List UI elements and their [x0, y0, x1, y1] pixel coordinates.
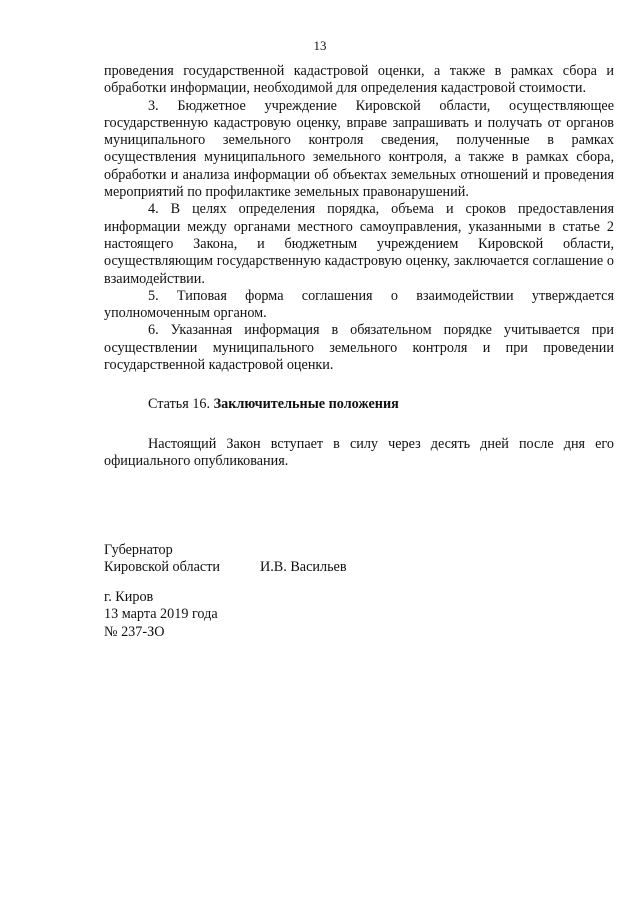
paragraph-continuation: проведения государственной кадастровой оценки, а также в рамках сбора и обработки информации, необходимой для определения кадастровой стоимости.: [104, 63, 614, 97]
signer-position: Губернатор: [104, 542, 173, 558]
signer-region: Кировской области: [104, 559, 220, 576]
place-date-block: [104, 589, 218, 641]
final-provision: Настоящий Закон вступает в силу через десять дней после дня его официального опубликования.: [104, 435, 614, 469]
paragraph-5: 5. Типовая форма соглашения о взаимодействии утверждается уполномоченным органом.: [104, 287, 614, 322]
signer-name: И.В. Васильев: [260, 559, 347, 576]
signature-block: [104, 542, 347, 577]
article-prefix: Статья 16.: [148, 396, 211, 413]
document-body: [104, 63, 614, 470]
signature-line-1: [104, 542, 220, 559]
law-date: 13 марта 2019 года: [104, 606, 218, 623]
article-heading: [104, 396, 614, 413]
law-number: № 237-ЗО: [104, 623, 165, 640]
article-title: Заключительные положения: [213, 396, 399, 413]
paragraph-4: 4. В целях определения порядка, объема и сроков предоставления информации между органами местного самоуправления, указанными в статье 2 настоящего Закона, и бюджетным учреждением Кировской области, осуществляющим государственную кадастровую оценку, заключается соглашение о взаимодействии.: [104, 201, 614, 287]
paragraph-6: 6. Указанная информация в обязательном порядке учитывается при осуществлении муниципального земельного контроля и при проведении государственной кадастровой оценки.: [104, 322, 614, 374]
signature-line-2: [104, 559, 347, 576]
city: г. Киров: [104, 589, 154, 605]
paragraph-3: 3. Бюджетное учреждение Кировской области, осуществляющее государственную кадастровую оценку, вправе запрашивать и получать от органов муниципального земельного контроля сведения, полученные в рамках осуществления муниципального земельного контроля, а также в рамках сбора, обработки и анализа информации об объектах земельных отношений и проведения мероприятий по профилактике земельных правонарушений.: [104, 97, 614, 201]
page-number: 13: [313, 38, 327, 53]
